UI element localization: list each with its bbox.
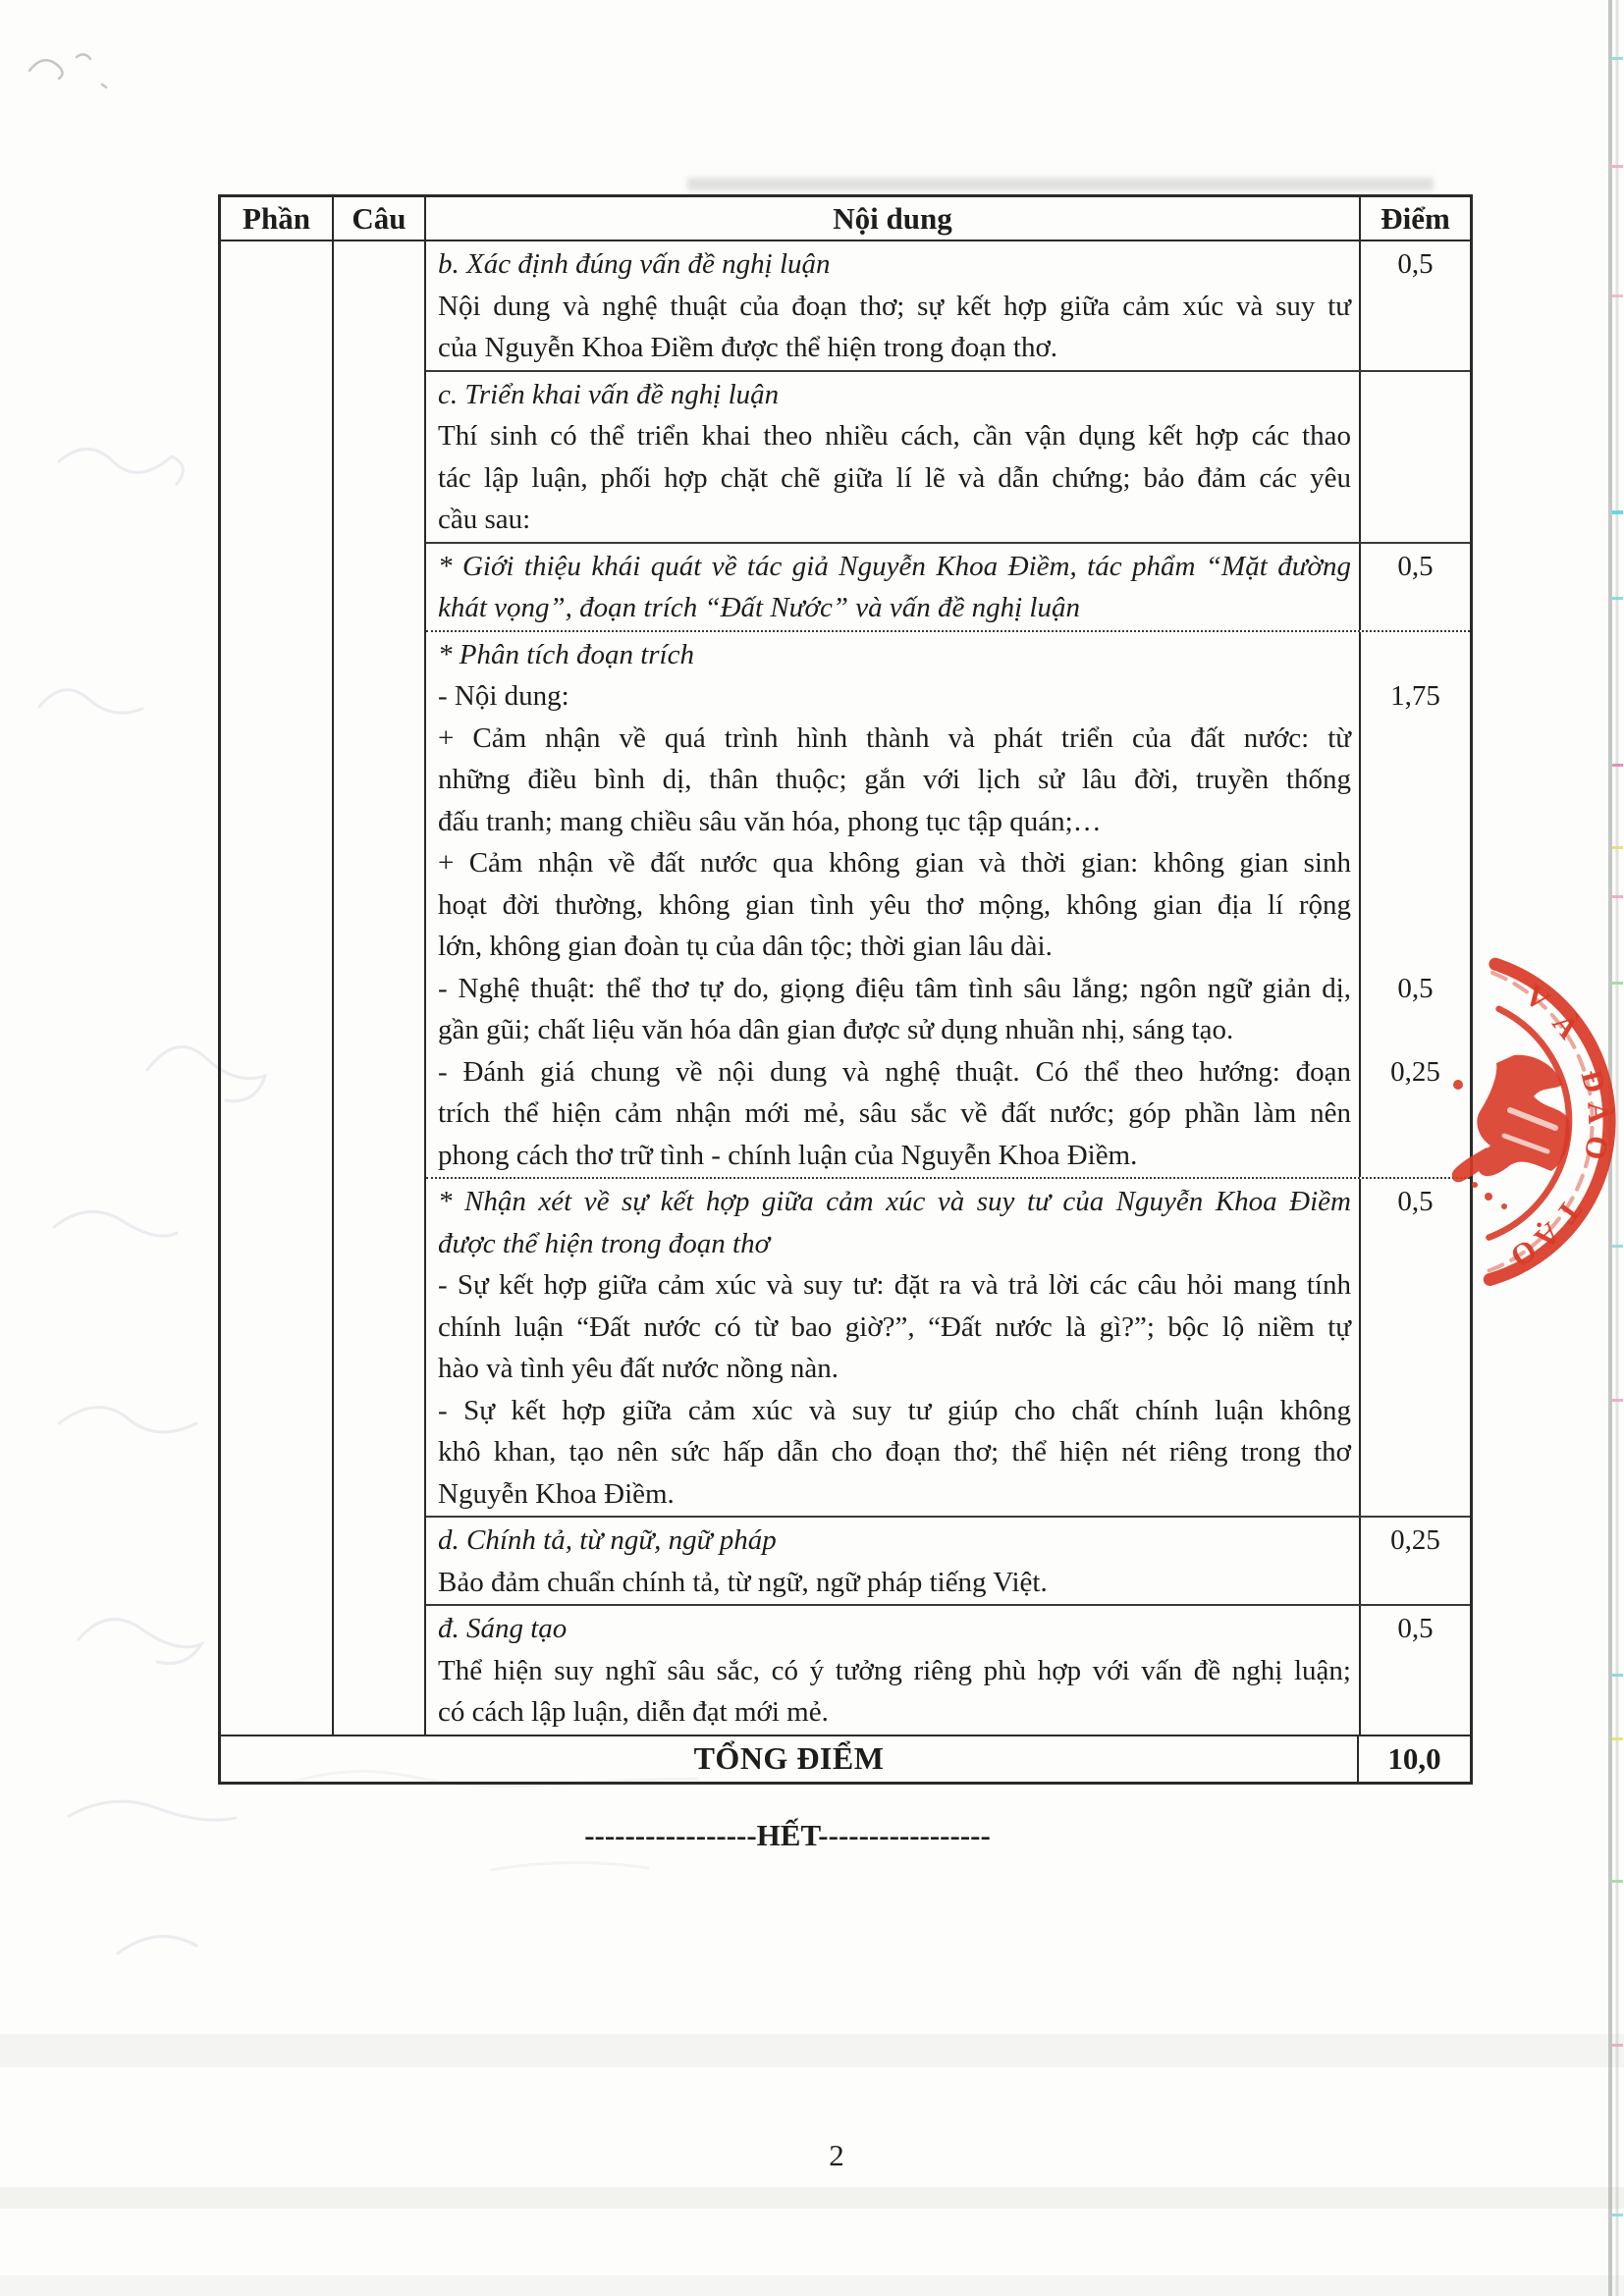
content-line: khát vọng”, đoạn trích “Đất Nước” và vấn đề nghị luận	[438, 592, 1080, 623]
row-content-cell	[426, 372, 1361, 542]
row-content-cell	[426, 1606, 1361, 1735]
column-header-diem: Điểm	[1380, 200, 1450, 236]
rubric-row	[426, 241, 1470, 370]
total-score: 10,0	[1387, 1740, 1441, 1776]
stamp-inner-ring	[1489, 1009, 1570, 1238]
content-line: đấu tranh; mang chiều sâu văn hóa, phong tục tập quán;…	[438, 805, 1102, 837]
content-line: cầu sau:	[438, 504, 531, 535]
content-line: - Nghệ thuật: thể thơ tự do, giọng điệu tâm tình sâu lắng; ngôn ngữ giản dị,	[438, 972, 1351, 1004]
row-score-cell	[1361, 372, 1470, 542]
content-line: phong cách thơ trữ tình - chính luận của Nguyễn Khoa Điềm.	[438, 1139, 1138, 1171]
row-content-cell	[426, 544, 1361, 630]
content-line: được thể hiện trong đoạn thơ	[438, 1227, 771, 1259]
content-line: * Phân tích đoạn trích	[438, 638, 694, 670]
stamp-outer-ring	[1489, 964, 1609, 1279]
content-line: gần gũi; chất liệu văn hóa dân gian được sử dụng nhuần nhị, sáng tạo.	[438, 1014, 1234, 1045]
row-score-cell	[1361, 544, 1470, 630]
phan-column-cell	[221, 241, 334, 1735]
scan-streak	[0, 2187, 1624, 2209]
total-row	[221, 1735, 1470, 1782]
cau-column-cell	[334, 241, 426, 1735]
score-value: 0,5	[1397, 1186, 1434, 1217]
content-line: * Giới thiệu khái quát về tác giả Nguyễn Khoa Điềm, tác phẩm “Mặt đường	[438, 550, 1351, 582]
rubric-table	[218, 194, 1473, 1785]
content-line: d. Chính tả, từ ngữ, ngữ pháp	[438, 1524, 777, 1556]
content-line: hoạt đời thường, không gian tình yêu thơ mộng, không gian địa lí rộng	[438, 888, 1351, 921]
score-value: 0,25	[1390, 1524, 1440, 1556]
rubric-row	[426, 1177, 1470, 1516]
row-content-cell	[426, 241, 1361, 370]
end-marker: -----------------HẾT-----------------	[584, 1818, 991, 1852]
row-score-cell	[1361, 632, 1470, 1178]
row-content-cell	[426, 632, 1361, 1178]
score-value: 0,5	[1397, 1613, 1434, 1644]
score-value: 0,25	[1390, 1055, 1440, 1088]
stamp-letter: À	[1581, 1100, 1617, 1125]
content-line: Thể hiện suy nghĩ sâu sắc, có ý tưởng riêng phù hợp với vấn đề nghị luận;	[438, 1654, 1351, 1686]
row-score-cell	[1361, 241, 1470, 370]
rubric-row	[426, 630, 1470, 1178]
content-line: trích thể hiện cảm nhận mới mẻ, sâu sắc về đất nước; góp phần làm nên	[438, 1097, 1351, 1129]
row-content-cell	[426, 1179, 1361, 1516]
content-line: + Cảm nhận về đất nước qua không gian và thời gian: không gian sinh	[438, 847, 1351, 879]
column-header-cau: Câu	[334, 197, 426, 240]
scan-streak	[0, 2034, 1624, 2067]
row-content-cell	[426, 1518, 1361, 1604]
content-line: - Sự kết hợp giữa cảm xúc và suy tư: đặt ra và trả lời các câu hỏi mang tính	[438, 1269, 1351, 1301]
content-line: những điều bình dị, thân thuộc; gắn với lịch sử lâu đời, truyền thống	[438, 764, 1351, 795]
content-line: của Nguyễn Khoa Điềm được thể hiện trong đoạn thơ.	[438, 332, 1058, 363]
stamp-letter: À	[1545, 1006, 1587, 1045]
rubric-row	[426, 1604, 1470, 1735]
stamp-letter: O	[1504, 1232, 1543, 1275]
content-line: + Cảm nhận về quá trình hình thành và phát triển của đất nước: từ	[438, 721, 1351, 754]
rubric-row	[426, 370, 1470, 542]
column-header-noi-dung: Nội dung	[426, 197, 1361, 240]
pencil-marks	[29, 54, 106, 87]
table-body	[221, 241, 1470, 1735]
stamp-letter: T	[1549, 1193, 1590, 1231]
content-line: Nguyễn Khoa Điềm.	[438, 1477, 675, 1510]
column-header-phan: Phần	[221, 197, 334, 240]
content-line: b. Xác định đúng vấn đề nghị luận	[438, 248, 831, 280]
content-line: c. Triển khai vấn đề nghị luận	[438, 378, 780, 410]
content-line: Thí sinh có thể triển khai theo nhiều cách, cần vận dụng kết hợp các thao	[438, 420, 1351, 452]
stamp-text	[1505, 978, 1617, 1275]
content-line: Bảo đảm chuẩn chính tả, từ ngữ, ngữ pháp tiếng Việt.	[438, 1566, 1048, 1598]
row-score-cell	[1361, 1518, 1470, 1604]
stamp-letter: O	[1577, 1133, 1616, 1163]
content-line: tác lập luận, phối hợp chặt chẽ giữa lí lẽ và dẫn chứng; bảo đảm các yêu	[438, 461, 1351, 494]
scan-streak	[0, 2275, 1624, 2296]
content-line: Nội dung và nghệ thuật của đoạn thơ; sự kết hợp giữa cảm xúc và suy tư	[438, 290, 1351, 322]
content-line: * Nhận xét về sự kết hợp giữa cảm xúc và suy tư của Nguyễn Khoa Điềm	[438, 1186, 1351, 1217]
score-value: 0,5	[1397, 550, 1434, 582]
content-line: chính luận “Đất nước có từ bao giờ?”, “Đất nước là gì?”; bộc lộ niềm tự	[438, 1310, 1351, 1343]
rubric-row	[426, 542, 1470, 630]
content-line: - Đánh giá chung về nội dung và nghệ thuật. Có thể theo hướng: đoạn	[438, 1055, 1351, 1088]
score-value: 0,5	[1397, 248, 1434, 280]
content-rows	[426, 241, 1470, 1735]
row-score-cell	[1361, 1606, 1470, 1735]
content-line: đ. Sáng tạo	[438, 1613, 568, 1644]
content-line: lớn, không gian đoàn tụ của dân tộc; thời gian lâu dài.	[438, 931, 1053, 962]
stamp-letter: Đ	[1574, 1065, 1613, 1096]
total-label: TỔNG ĐIỂM	[221, 1736, 1359, 1782]
content-line: có cách lập luận, diễn đạt mới mẻ.	[438, 1696, 829, 1728]
score-value: 0,5	[1397, 972, 1434, 1004]
content-line: hào và tình yêu đất nước nồng nàn.	[438, 1353, 839, 1384]
scan-smudge	[687, 178, 1434, 190]
page-edge-artifact	[1610, 0, 1623, 2296]
table-header-row	[221, 197, 1470, 241]
score-value: 1,75	[1390, 680, 1440, 712]
content-line: - Nội dung:	[438, 680, 569, 712]
row-score-cell	[1361, 1179, 1470, 1516]
page-number: 2	[829, 2138, 844, 2172]
content-line: - Sự kết hợp giữa cảm xúc và suy tư giúp cho chất chính luận không	[438, 1394, 1351, 1426]
stamp-letter: Ạ	[1528, 1215, 1568, 1256]
rubric-row	[426, 1516, 1470, 1604]
stamp-letter: V	[1518, 977, 1557, 1018]
content-line: khô khan, tạo nên sức hấp dẫn cho đoạn thơ; thể hiện nét riêng trong thơ	[438, 1436, 1351, 1468]
